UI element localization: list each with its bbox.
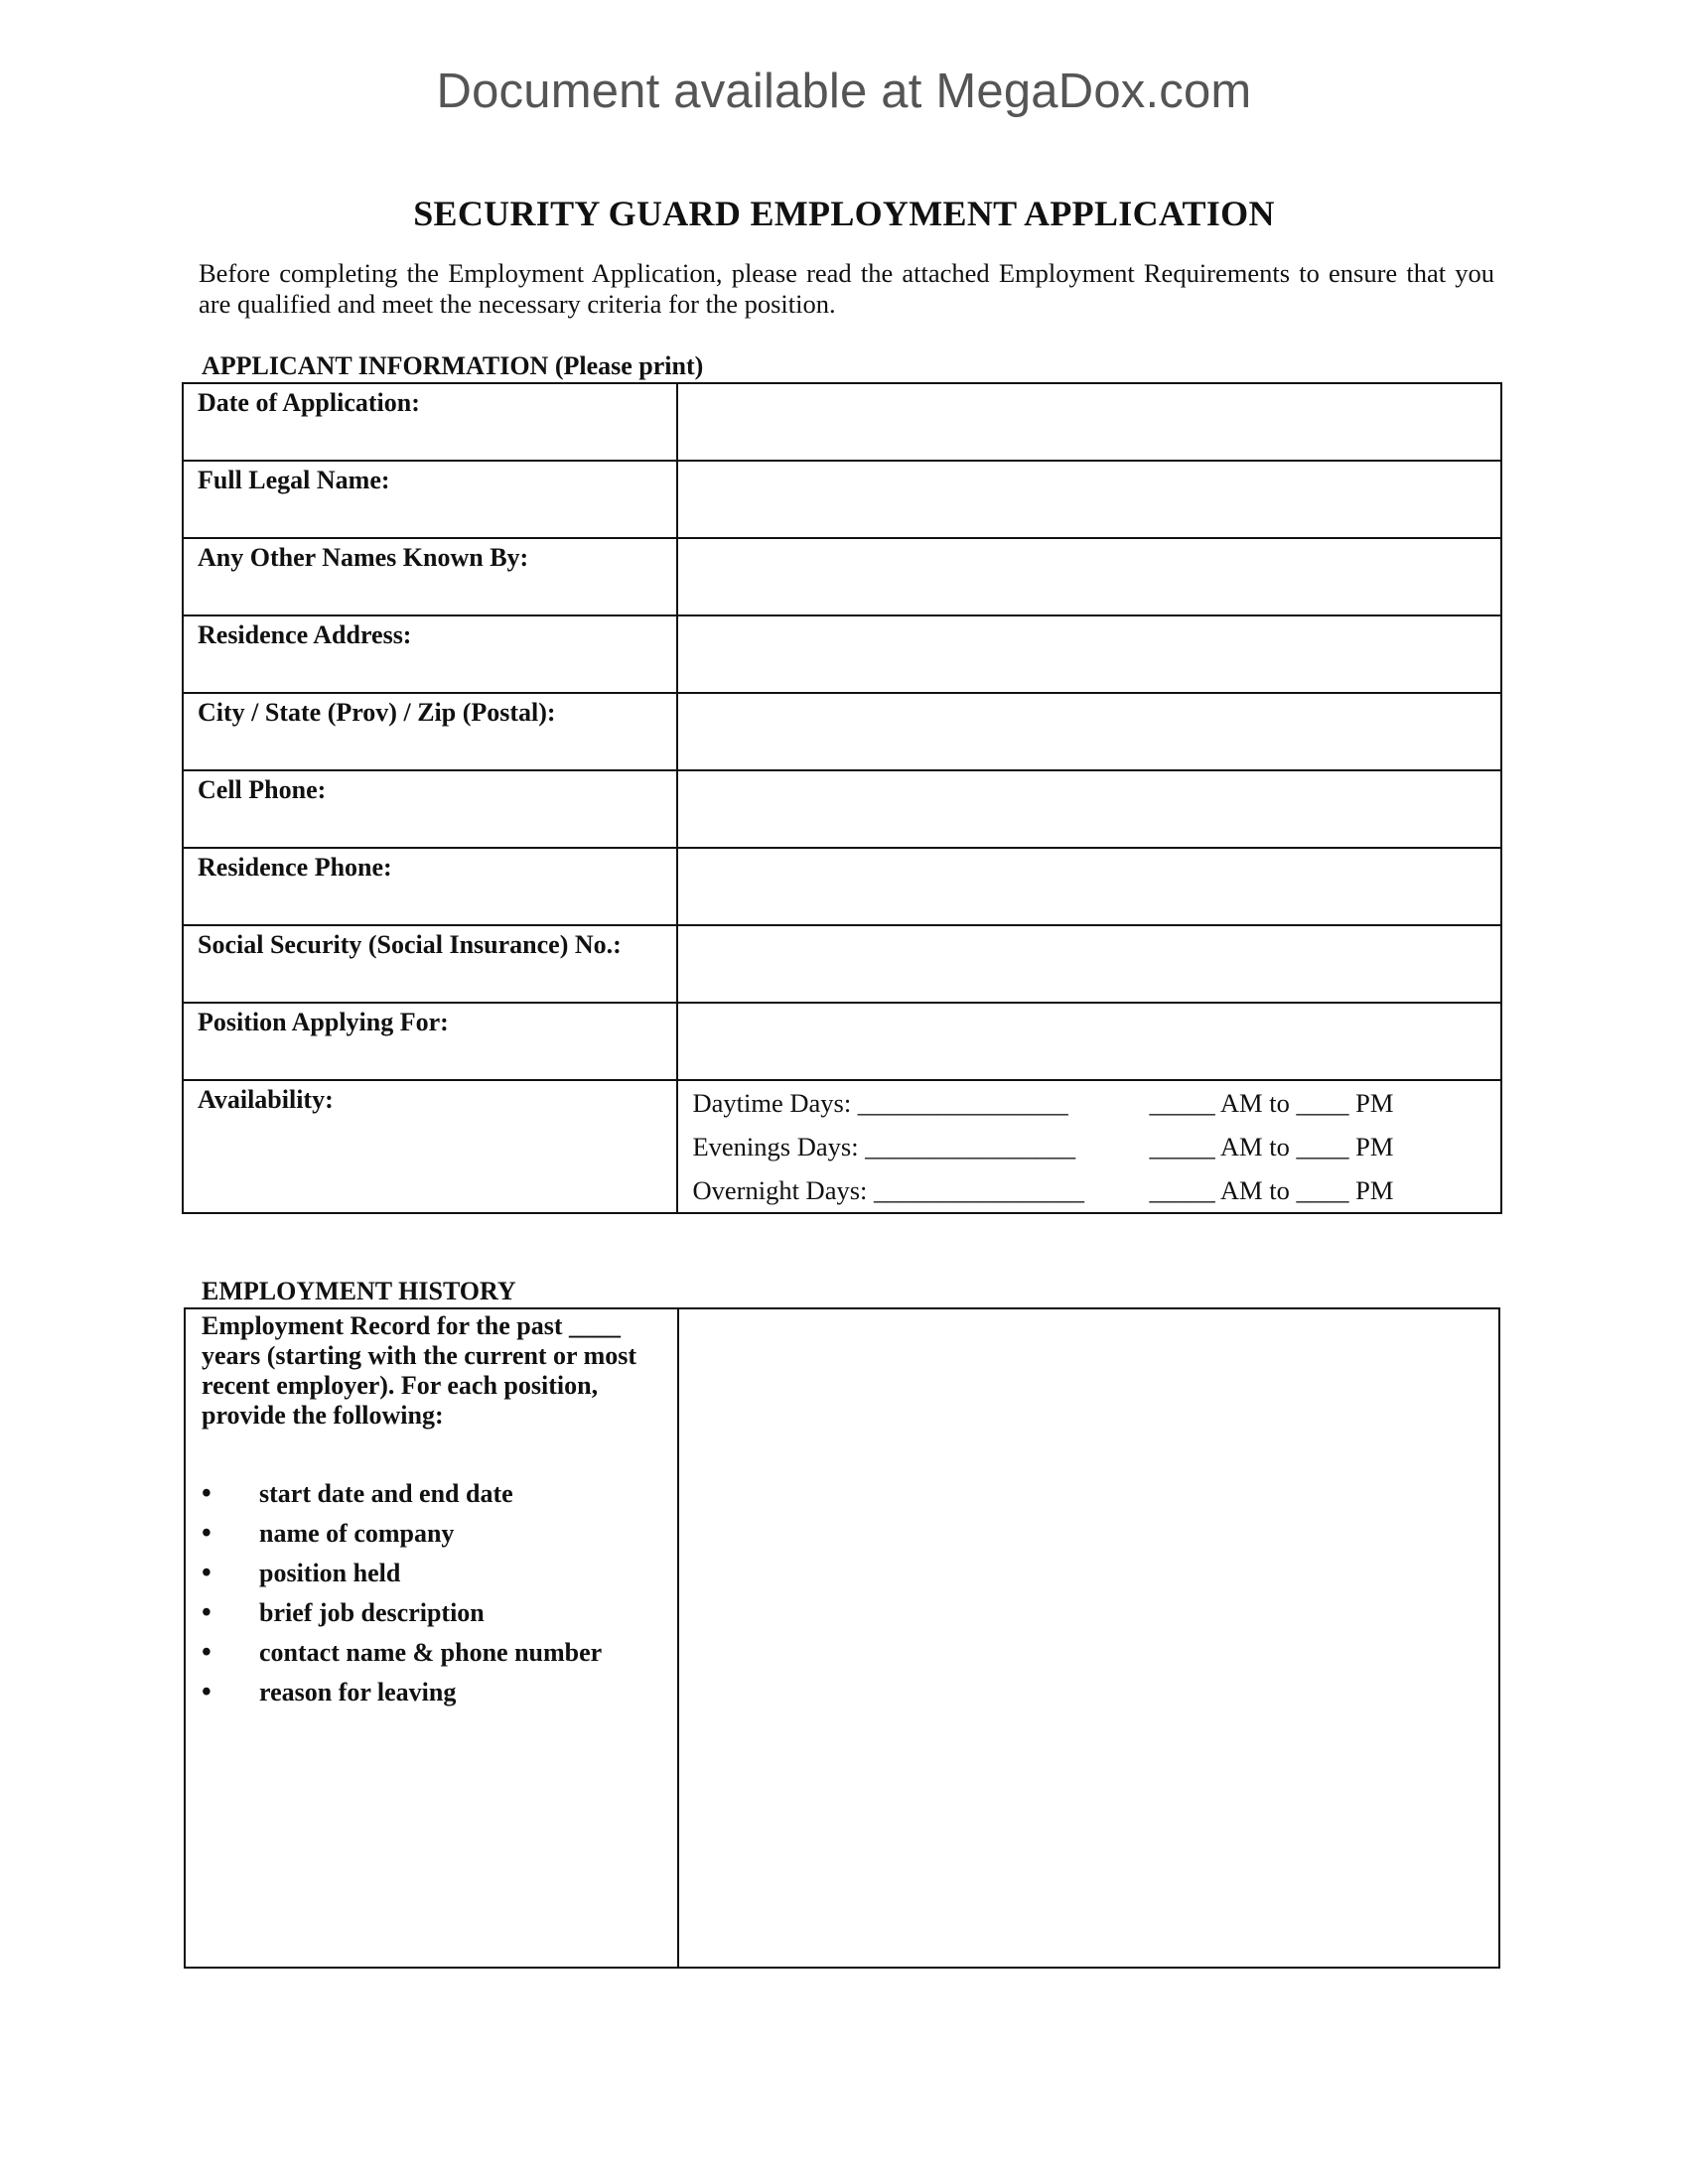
bullet-icon: •: [202, 1677, 211, 1707]
bullet-icon: •: [202, 1558, 211, 1588]
availability-hours[interactable]: _____ AM to ____ PM: [1149, 1175, 1394, 1205]
availability-hours[interactable]: _____ AM to ____ PM: [1149, 1132, 1394, 1161]
field-label: City / State (Prov) / Zip (Postal):: [183, 693, 677, 770]
field-input[interactable]: [677, 1003, 1501, 1080]
field-label: Date of Application:: [183, 383, 677, 461]
availability-line[interactable]: [678, 1081, 1500, 1125]
applicant-row: [183, 461, 1501, 538]
field-label: Cell Phone:: [183, 770, 677, 848]
bullet-icon: •: [202, 1478, 211, 1509]
employment-section-heading: EMPLOYMENT HISTORY: [202, 1277, 516, 1305]
list-item: [202, 1633, 677, 1673]
applicant-row: [183, 615, 1501, 693]
list-item-text: contact name & phone number: [259, 1638, 603, 1667]
applicant-row: [183, 538, 1501, 615]
employment-instructions-cell: [185, 1308, 678, 1968]
applicant-row: [183, 848, 1501, 925]
field-label: Position Applying For:: [183, 1003, 677, 1080]
availability-label: Availability:: [183, 1080, 677, 1213]
field-input[interactable]: [677, 848, 1501, 925]
field-input[interactable]: [677, 770, 1501, 848]
employment-requirements-list: [186, 1474, 677, 1712]
list-item: [202, 1593, 677, 1633]
bullet-icon: •: [202, 1518, 211, 1549]
bullet-icon: •: [202, 1637, 211, 1668]
field-input[interactable]: [677, 383, 1501, 461]
applicant-row: [183, 770, 1501, 848]
list-item-text: start date and end date: [259, 1479, 513, 1508]
availability-days[interactable]: Overnight Days: ________________: [692, 1175, 1085, 1205]
list-item-text: position held: [259, 1559, 401, 1587]
list-item: [202, 1673, 677, 1712]
field-input[interactable]: [677, 538, 1501, 615]
list-item-text: reason for leaving: [259, 1678, 457, 1706]
list-item: [202, 1514, 677, 1554]
employment-history-field[interactable]: [678, 1308, 1499, 1968]
applicant-row: [183, 693, 1501, 770]
applicant-section-heading: APPLICANT INFORMATION (Please print): [202, 351, 704, 380]
field-input[interactable]: [677, 461, 1501, 538]
list-item: [202, 1474, 677, 1514]
field-input[interactable]: [677, 693, 1501, 770]
applicant-row: [183, 383, 1501, 461]
list-item-text: brief job description: [259, 1598, 485, 1627]
list-item: [202, 1554, 677, 1593]
availability-line[interactable]: [678, 1125, 1500, 1168]
availability-days[interactable]: Daytime Days: ________________: [692, 1088, 1068, 1118]
watermark: Document available at MegaDox.com: [436, 65, 1252, 118]
availability-field[interactable]: [677, 1080, 1501, 1213]
page-title: SECURITY GUARD EMPLOYMENT APPLICATION: [413, 194, 1275, 233]
applicant-row: [183, 925, 1501, 1003]
field-label: Social Security (Social Insurance) No.:: [183, 925, 677, 1003]
list-item-text: name of company: [259, 1519, 455, 1548]
employment-description: Employment Record for the past ____ years (starting with the current or most recent employer). For each position, provide the following:: [202, 1311, 637, 1430]
employment-history-table: [184, 1307, 1500, 1969]
availability-days[interactable]: Evenings Days: ________________: [692, 1132, 1076, 1161]
applicant-row: [183, 1003, 1501, 1080]
field-input[interactable]: [677, 615, 1501, 693]
availability-row: [183, 1080, 1501, 1213]
availability-hours[interactable]: _____ AM to ____ PM: [1149, 1088, 1394, 1118]
field-input[interactable]: [677, 925, 1501, 1003]
field-label: Full Legal Name:: [183, 461, 677, 538]
field-label: Residence Address:: [183, 615, 677, 693]
field-label: Any Other Names Known By:: [183, 538, 677, 615]
availability-line[interactable]: [678, 1168, 1500, 1212]
applicant-info-table: [182, 382, 1502, 1214]
bullet-icon: •: [202, 1597, 211, 1628]
field-label: Residence Phone:: [183, 848, 677, 925]
intro-paragraph: Before completing the Employment Application, please read the attached Employment Requirements to ensure that you are qualified and meet the necessary criteria for the position.: [199, 258, 1494, 319]
